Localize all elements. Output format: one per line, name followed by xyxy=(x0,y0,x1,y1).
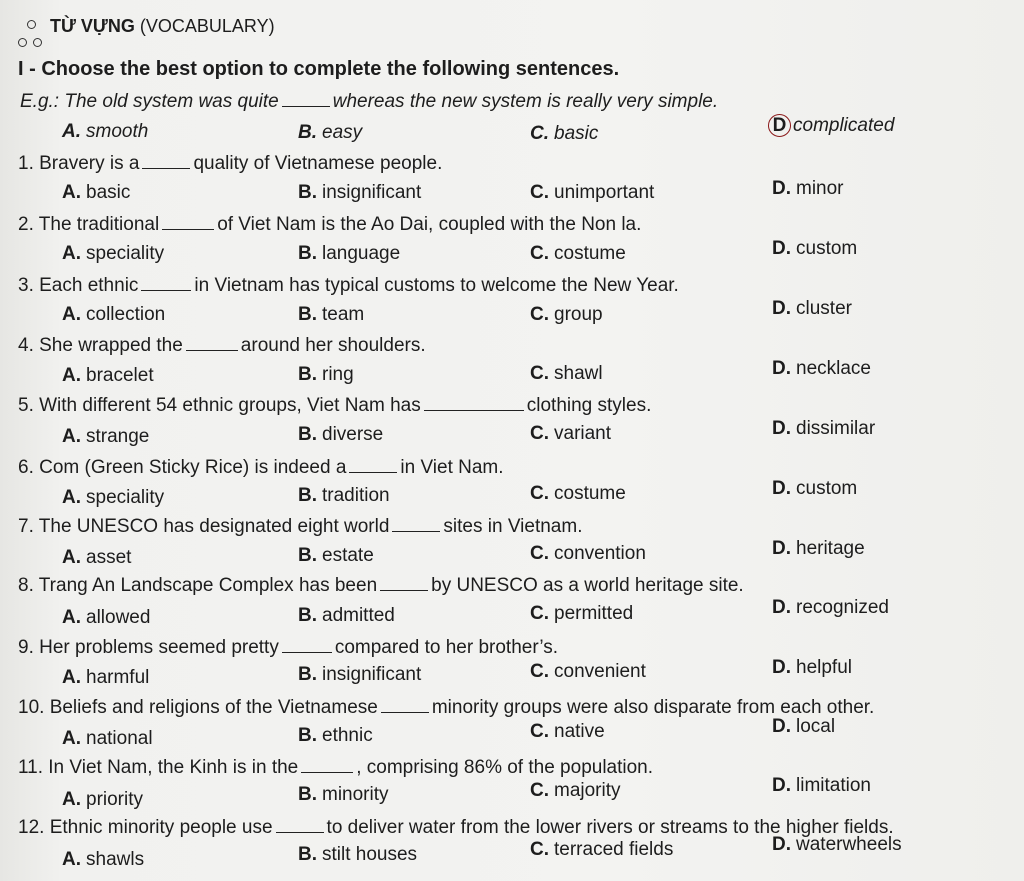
q7-option-d: D. heritage xyxy=(772,538,865,559)
q3-option-a: A. collection xyxy=(62,304,166,325)
question-12: 12. Ethnic minority people use to deliver water from the lower rivers or streams to the higher fields. xyxy=(18,817,894,838)
question-3: 3. Each ethnic in Vietnam has typical customs to welcome the New Year. xyxy=(18,275,679,296)
header-title: TỪ VỰNG (VOCABULARY) xyxy=(50,16,275,36)
question-2: 2. The traditional of Viet Nam is the Ao Dai, coupled with the Non la. xyxy=(18,214,642,235)
q6-option-a: A. speciality xyxy=(62,487,165,508)
q2-option-d: D. custom xyxy=(772,238,858,259)
q8-option-d: D. recognized xyxy=(772,597,889,618)
q12-option-b: B. stilt houses xyxy=(298,844,418,865)
q11-option-c: C. majority xyxy=(530,780,621,801)
q1-option-c: C. unimportant xyxy=(530,182,655,203)
question-5: 5. With different 54 ethnic groups, Viet Nam has clothing styles. xyxy=(18,395,652,416)
question-4: 4. She wrapped the around her shoulders. xyxy=(18,335,426,356)
q5-option-c: C. variant xyxy=(530,423,612,444)
q9-option-c: C. convenient xyxy=(530,661,646,682)
q8-option-c: C. permitted xyxy=(530,603,634,624)
q1-option-a: A. basic xyxy=(62,182,131,203)
q10-option-c: C. native xyxy=(530,721,605,742)
q11-option-d: D. limitation xyxy=(772,775,871,796)
q12-option-d: D. waterwheels xyxy=(772,834,902,855)
answer-circle-icon: D xyxy=(768,114,791,137)
example-sentence: E.g.: The old system was quite whereas the new system is really very simple. xyxy=(20,91,719,112)
q5-option-b: B. diverse xyxy=(298,424,384,445)
q10-option-a: A. national xyxy=(62,728,153,749)
q8-option-b: B. admitted xyxy=(298,605,395,626)
q4-option-a: A. bracelet xyxy=(62,365,154,386)
q11-option-a: A. priority xyxy=(62,789,144,810)
q2-option-b: B. language xyxy=(298,243,401,264)
q10-option-d: D. local xyxy=(772,716,836,737)
q11-option-b: B. minority xyxy=(298,784,389,805)
question-8: 8. Trang An Landscape Complex has been by UNESCO as a world heritage site. xyxy=(18,575,744,596)
q5-option-d: D. dissimilar xyxy=(772,418,876,439)
question-9: 9. Her problems seemed pretty compared to her brother’s. xyxy=(18,637,559,658)
q7-option-a: A. asset xyxy=(62,547,132,568)
q7-option-b: B. estate xyxy=(298,545,374,566)
section-title: I - Choose the best option to complete the following sentences. xyxy=(18,58,620,80)
question-6: 6. Com (Green Sticky Rice) is indeed a in Viet Nam. xyxy=(18,457,504,478)
q9-option-b: B. insignificant xyxy=(298,664,422,685)
q4-option-d: D. necklace xyxy=(772,358,871,379)
q9-option-a: A. harmful xyxy=(62,667,150,688)
example-option-b: B. easy xyxy=(298,122,363,143)
q1-option-b: B. insignificant xyxy=(298,182,422,203)
q3-option-c: C. group xyxy=(530,304,603,325)
question-1: 1. Bravery is a quality of Vietnamese people. xyxy=(18,153,443,174)
q3-option-b: B. team xyxy=(298,304,365,325)
q6-option-c: C. costume xyxy=(530,483,626,504)
question-10: 10. Beliefs and religions of the Vietnamese minority groups were also disparate from each other. xyxy=(18,697,875,718)
q2-option-a: A. speciality xyxy=(62,243,165,264)
q12-option-c: C. terraced fields xyxy=(530,839,674,860)
q6-option-b: B. tradition xyxy=(298,485,390,506)
q7-option-c: C. convention xyxy=(530,543,646,564)
example-option-d-answer: D complicated xyxy=(768,114,894,137)
q4-option-c: C. shawl xyxy=(530,363,603,384)
q1-option-d: D. minor xyxy=(772,178,844,199)
decorative-dots-icon xyxy=(18,18,44,52)
example-option-a: A. smooth xyxy=(62,121,149,142)
q9-option-d: D. helpful xyxy=(772,657,852,678)
q4-option-b: B. ring xyxy=(298,364,354,385)
q3-option-d: D. cluster xyxy=(772,298,852,319)
question-11: 11. In Viet Nam, the Kinh is in the , comprising 86% of the population. xyxy=(18,757,654,778)
q6-option-d: D. custom xyxy=(772,478,858,499)
question-7: 7. The UNESCO has designated eight world sites in Vietnam. xyxy=(18,516,583,537)
example-option-c: C. basic xyxy=(530,123,599,144)
q2-option-c: C. costume xyxy=(530,243,626,264)
q8-option-a: A. allowed xyxy=(62,607,151,628)
q5-option-a: A. strange xyxy=(62,426,150,447)
q10-option-b: B. ethnic xyxy=(298,725,373,746)
q12-option-a: A. shawls xyxy=(62,849,145,870)
